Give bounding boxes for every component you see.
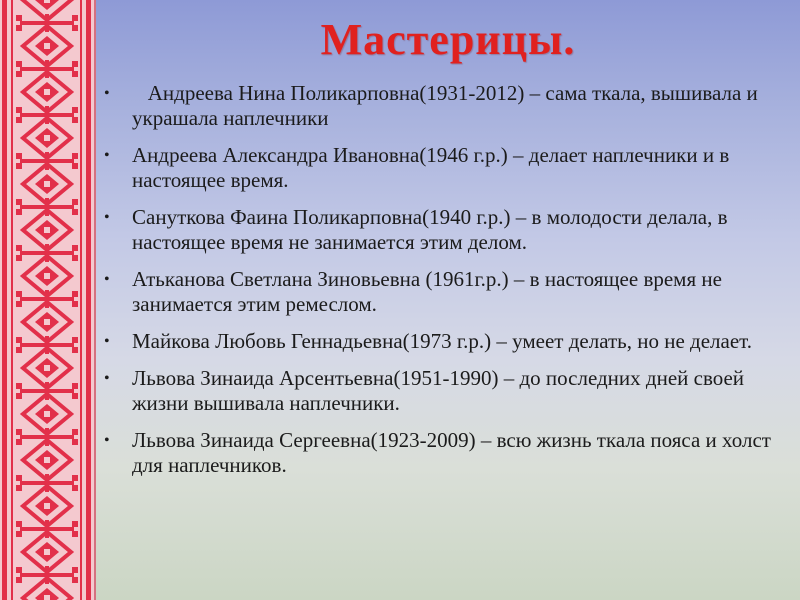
- list-item-text: Майкова Любовь Геннадьевна(1973 г.р.) – умеет делать, но не делает.: [132, 329, 753, 353]
- ornament-stripe: [11, 0, 13, 600]
- ornament-dot: [72, 383, 78, 389]
- ornament-dot: [72, 521, 78, 527]
- ornament-dot: [44, 89, 50, 95]
- ornament-dot: [16, 153, 22, 159]
- bullet-icon: •: [104, 147, 110, 164]
- ornament-dot: [16, 107, 22, 113]
- list-item-text: Львова Зинаида Арсентьевна(1951-1990) – до последних дней своей жизни вышивала наплечники.: [132, 366, 745, 415]
- ornament-dot: [72, 485, 78, 491]
- ornament-dot: [16, 15, 22, 21]
- ornament-dot: [16, 71, 22, 77]
- list-item-text: Андреева Александра Ивановна(1946 г.р.) – делает наплечники и в настоящее время.: [132, 143, 730, 192]
- ornament-dot: [72, 71, 78, 77]
- ornament-dot: [44, 549, 50, 555]
- ornament-dot: [72, 567, 78, 573]
- list-item-text: Андреева Нина Поликарповна(1931-2012) – сама ткала, вышивала и украшала наплечники: [132, 81, 764, 130]
- ornament-dot: [72, 475, 78, 481]
- bullet-icon: •: [104, 271, 110, 288]
- ornament-dot: [16, 117, 22, 123]
- ornament-dot: [16, 209, 22, 215]
- ornament-dot: [72, 439, 78, 445]
- ornament-dot: [16, 393, 22, 399]
- ornament-dot: [72, 163, 78, 169]
- masters-list: [102, 81, 792, 490]
- ornament-dot: [16, 291, 22, 297]
- ornament-dot: [72, 107, 78, 113]
- ornament-dot: [72, 301, 78, 307]
- ornament-dot: [16, 337, 22, 343]
- ornament-dot: [72, 245, 78, 251]
- list-item: [102, 329, 792, 354]
- ornament-dot: [16, 61, 22, 67]
- ornament-stripe: [80, 0, 82, 600]
- ornament-dot: [72, 291, 78, 297]
- ethnic-ornament-border: [0, 0, 96, 600]
- bullet-icon: •: [104, 209, 110, 226]
- ornament-dot: [72, 337, 78, 343]
- ornament-dot: [16, 199, 22, 205]
- ornament-dot: [44, 227, 50, 233]
- ornament-dot: [16, 567, 22, 573]
- ornament-dot: [44, 135, 50, 141]
- ornament-dot: [72, 209, 78, 215]
- bullet-icon: •: [104, 432, 110, 449]
- list-item: [102, 366, 792, 416]
- ornament-dot: [72, 531, 78, 537]
- list-item: [102, 81, 792, 131]
- ornament-dot: [72, 577, 78, 583]
- bullet-icon: •: [104, 370, 110, 387]
- ornament-dot: [16, 439, 22, 445]
- ornament-dot: [72, 429, 78, 435]
- ornament-dot: [72, 347, 78, 353]
- ornament-dot: [72, 15, 78, 21]
- list-item-text: Атьканова Светлана Зиновьевна (1961г.р.) – в настоящее время не занимается этим ремеслом.: [132, 267, 722, 316]
- ornament-dot: [72, 117, 78, 123]
- ornament-dot: [44, 503, 50, 509]
- ornament-dot: [16, 577, 22, 583]
- ornament-dot: [16, 25, 22, 31]
- ornament-dot: [16, 301, 22, 307]
- list-item: [102, 428, 792, 478]
- ornament-stripe: [2, 0, 7, 600]
- ornament-dot: [16, 255, 22, 261]
- ornament-dot: [44, 43, 50, 49]
- list-item-text: Сануткова Фаина Поликарповна(1940 г.р.) – в молодости делала, в настоящее время не занимается этим делом.: [132, 205, 728, 254]
- list-item: [102, 143, 792, 193]
- ornament-dot: [16, 521, 22, 527]
- ornament-dot: [72, 153, 78, 159]
- ornament-dot: [72, 393, 78, 399]
- ornament-dot: [16, 485, 22, 491]
- ornament-pattern: [0, 0, 94, 600]
- ornament-dot: [44, 595, 50, 600]
- list-item: [102, 205, 792, 255]
- ornament-dot: [44, 181, 50, 187]
- ornament-dot: [44, 319, 50, 325]
- ornament-stripe: [86, 0, 91, 600]
- ornament-dot: [72, 199, 78, 205]
- ornament-dot: [16, 245, 22, 251]
- ornament-dot: [44, 457, 50, 463]
- ornament-dot: [72, 255, 78, 261]
- ornament-dot: [44, 273, 50, 279]
- ornament-dot: [44, 365, 50, 371]
- list-item-text: Львова Зинаида Сергеевна(1923-2009) – всю жизнь ткала пояса и холст для наплечников.: [132, 428, 771, 477]
- list-item: [102, 267, 792, 317]
- ornament-dot: [16, 531, 22, 537]
- ornament-dot: [16, 347, 22, 353]
- ornament-dot: [16, 475, 22, 481]
- slide-title: Мастерицы.: [320, 15, 576, 64]
- ornament-dot: [72, 61, 78, 67]
- ornament-dot: [72, 25, 78, 31]
- ornament-dot: [16, 383, 22, 389]
- ornament-dot: [44, 0, 50, 3]
- bullet-icon: •: [104, 85, 110, 102]
- bullet-icon: •: [104, 333, 110, 350]
- ornament-dot: [16, 429, 22, 435]
- ornament-dot: [44, 411, 50, 417]
- ornament-dot: [16, 163, 22, 169]
